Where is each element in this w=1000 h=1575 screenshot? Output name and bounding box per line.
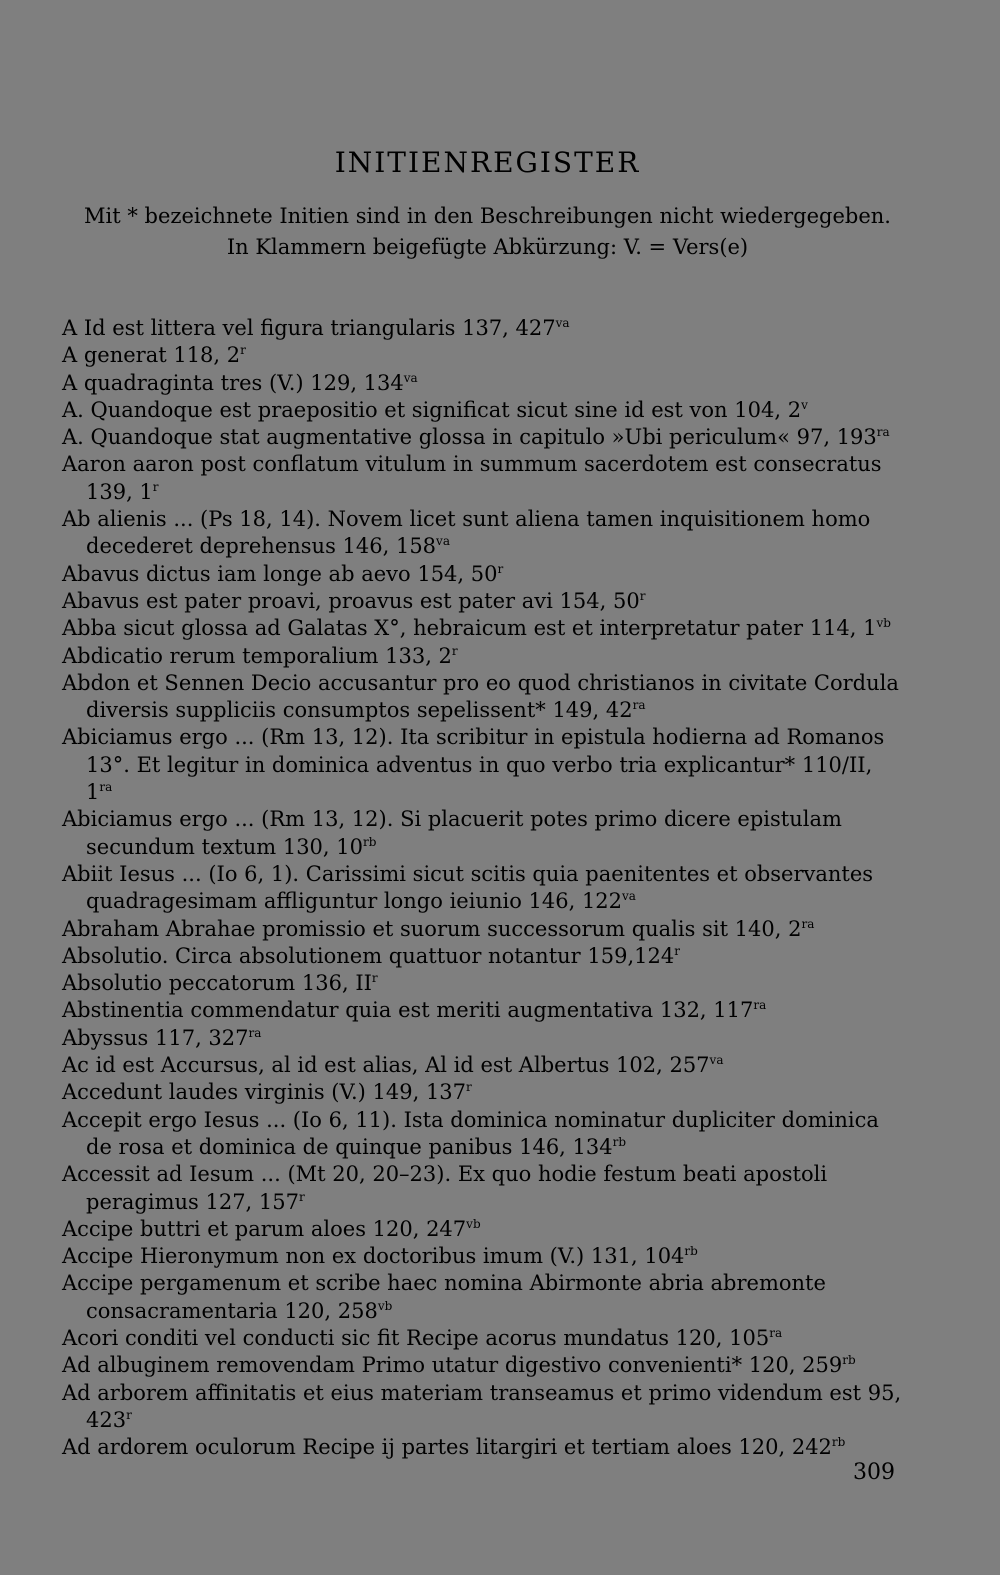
entry-text: Abiciamus ergo ... (Rm 13, 12). Si placuerit potes primo dicere epistulam secundum textum 130, 10: [62, 807, 842, 859]
entry-text: Abstinentia commendatur quia est meriti augmentativa 132, 117: [62, 998, 754, 1023]
register-entry: [62, 315, 902, 342]
entry-text: Abiciamus ergo ... (Rm 13, 12). Ita scribitur in epistula hodierna ad Romanos 13°. Et legitur in dominica adventus in quo verbo tria explicantur* 110/II, 1: [62, 725, 885, 805]
entry-text: A Id est littera vel figura triangularis 137, 427: [62, 316, 556, 340]
register-entry: [62, 397, 902, 424]
entry-text: Abavus est pater proavi, proavus est pater avi 154, 50: [62, 588, 640, 613]
page-title: INITIENREGISTER: [334, 146, 641, 179]
register-entry: [62, 370, 902, 397]
register-entry: [62, 643, 902, 670]
entry-text: Abyssus 117, 327: [62, 1025, 249, 1050]
folio-side: ra: [769, 1325, 783, 1340]
register-entry: [62, 1079, 902, 1106]
entry-text: Absolutio peccatorum 136, II: [62, 971, 372, 996]
register-entry: [62, 997, 902, 1024]
register-entry: [62, 1216, 902, 1243]
folio-side: rb: [831, 1435, 846, 1450]
entry-text: Ac id est Accursus, al id est alias, Al id est Albertus 102, 257: [62, 1053, 710, 1078]
folio-side: ra: [753, 998, 767, 1013]
register-entry: [62, 1025, 902, 1052]
page-number: 309: [853, 1460, 895, 1485]
register-entry: [62, 615, 902, 642]
register-entry: [62, 1325, 902, 1352]
folio-side: rb: [612, 1134, 627, 1149]
folio-side: va: [403, 370, 418, 385]
register-entry: [62, 806, 902, 861]
folio-side: r: [126, 1407, 132, 1422]
register-entry: [62, 561, 902, 588]
register-entry: [62, 970, 902, 997]
register-entry: [62, 588, 902, 615]
entry-text: Ad albuginem removendam Primo utatur digestivo convenienti* 120, 259: [62, 1353, 843, 1378]
entry-text: A generat 118, 2: [62, 343, 241, 368]
register-entry: [62, 670, 902, 725]
legend-note-asterisk: Mit * bezeichnete Initien sind in den Beschreibungen nicht wiedergegeben.: [84, 204, 891, 228]
folio-side: r: [451, 643, 458, 658]
register-entry: [62, 1243, 902, 1270]
folio-side: va: [555, 316, 570, 330]
folio-side: ra: [99, 780, 113, 795]
register-entry: [62, 424, 902, 451]
register-entry: [62, 1380, 902, 1435]
entry-text: Ad ardorem oculorum Recipe ij partes litargiri et tertiam aloes 120, 242: [62, 1435, 832, 1460]
entry-text: Ab alienis ... (Ps 18, 14). Novem licet sunt aliena tamen inquisitionem homo decederet deprehensus 146, 158: [62, 507, 871, 559]
entry-text: Abba sicut glossa ad Galatas X°, hebraicum est et interpretatur pater 114, 1: [62, 616, 877, 641]
incipit-list: [62, 315, 902, 1461]
entry-text: Abavus dictus iam longe ab aevo 154, 50: [62, 561, 498, 586]
folio-side: ra: [876, 425, 890, 440]
register-entry: [62, 1270, 902, 1325]
folio-side: r: [371, 971, 378, 986]
register-entry: [62, 1052, 902, 1079]
folio-side: ra: [248, 1025, 262, 1040]
entry-text: Accedunt laudes virginis (V.) 149, 137: [62, 1080, 467, 1105]
entry-text: Abdicatio rerum temporalium 133, 2: [62, 643, 452, 668]
folio-side: v: [801, 397, 808, 412]
folio-side: r: [674, 943, 680, 958]
entry-text: A quadraginta tres (V.) 129, 134: [62, 370, 404, 395]
entry-text: Accipe buttri et parum aloes 120, 247: [62, 1216, 467, 1241]
register-entry: [62, 506, 902, 561]
entry-text: Aaron aaron post conflatum vitulum in summum sacerdotem est consecratus 139, 1: [62, 452, 882, 504]
register-entry: [62, 1161, 902, 1216]
entry-text: A. Quandoque est praepositio et significat sicut sine id est von 104, 2: [62, 397, 802, 422]
register-entry: [62, 861, 902, 916]
legend-note-abbreviation: In Klammern beigefügte Abkürzung: V. = Vers(e): [226, 235, 749, 259]
folio-side: r: [497, 561, 504, 576]
folio-side: r: [299, 1189, 305, 1204]
folio-side: ra: [632, 698, 646, 713]
entry-text: Abiit Iesus ... (Io 6, 1). Carissimi sicut scitis quia paenitentes et observantes quadragesimam affliguntur longo ieiunio 146, 122: [62, 861, 874, 914]
entry-text: Accipe pergamenum et scribe haec nomina Abirmonte abria abremonte consacramentaria 120, 258: [62, 1271, 826, 1323]
entry-text: A. Quandoque stat augmentative glossa in capitulo »Ubi periculum« 97, 193: [62, 425, 877, 450]
entry-text: Accessit ad Iesum ... (Mt 20, 20–23). Ex quo hodie festum beati apostoli peragimus 127, 157: [62, 1162, 828, 1214]
folio-side: r: [466, 1080, 472, 1095]
register-entry: [62, 1352, 902, 1379]
entry-text: Accipe Hieronymum non ex doctoribus imum (V.) 131, 104: [62, 1244, 685, 1269]
folio-side: ra: [801, 916, 815, 931]
folio-side: rb: [363, 834, 377, 849]
folio-side: vb: [466, 1216, 481, 1231]
register-entry: [62, 342, 902, 369]
folio-side: vb: [377, 1298, 393, 1313]
register-entry: [62, 724, 902, 806]
folio-side: r: [639, 588, 646, 603]
entry-text: Acori conditi vel conducti sic fit Recipe acorus mundatus 120, 105: [62, 1325, 770, 1350]
register-entry: [62, 1434, 902, 1461]
entry-text: Accepit ergo Iesus ... (Io 6, 11). Ista dominica nominatur dupliciter dominica de rosa et dominica de quinque panibus 146, 134: [62, 1107, 879, 1159]
folio-side: va: [436, 534, 450, 549]
entry-text: Absolutio. Circa absolutionem quattuor notantur 159,124: [62, 943, 675, 968]
entry-text: Abdon et Sennen Decio accusantur pro eo quod christianos in civitate Cordula diversis suppliciis consumptos sepelissent* 149, 42: [62, 670, 899, 723]
folio-side: vb: [876, 616, 891, 631]
register-entry: [62, 943, 902, 970]
register-entry: [62, 451, 902, 506]
folio-side: rb: [842, 1353, 856, 1368]
register-entry: [62, 1107, 902, 1162]
entry-text: Ad arborem affinitatis et eius materiam transeamus et primo videndum est 95, 423: [62, 1380, 902, 1432]
entry-text: Abraham Abrahae promissio et suorum successorum qualis sit 140, 2: [62, 916, 802, 941]
folio-side: va: [709, 1053, 724, 1068]
register-entry: [62, 916, 902, 943]
folio-side: r: [152, 479, 159, 494]
folio-side: rb: [684, 1244, 698, 1259]
folio-side: va: [622, 889, 636, 904]
folio-side: r: [240, 343, 246, 358]
